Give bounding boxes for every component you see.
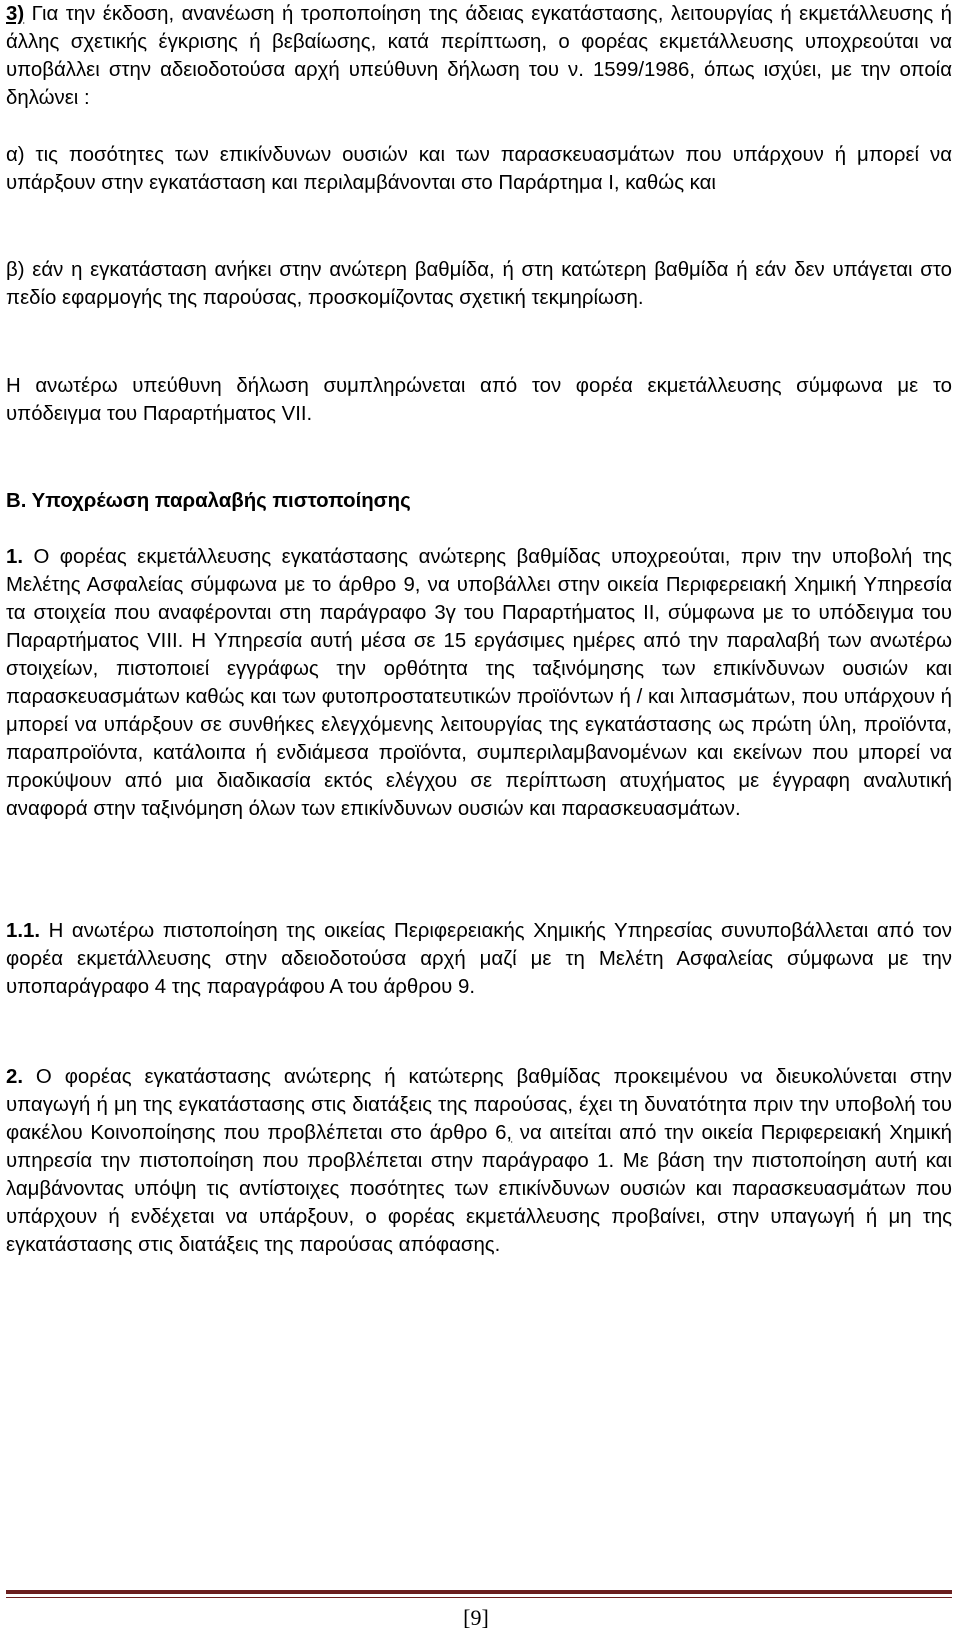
- underlined-comma: ,: [506, 1122, 513, 1144]
- point-text: Η ανωτέρω πιστοποίηση της οικείας Περιφερειακής Χημικής Υπηρεσίας συνυποβάλλεται από τον φορέα εκμετάλλευσης στην αδειοδοτούσα αρχή μαζί με τη Μελέτη Ασφαλείας σύμφωνα με την υποπαράγραφο 4 της παραγράφου Α του άρθρου 9.: [6, 920, 952, 998]
- paragraph-text: Για την έκδοση, ανανέωση ή τροποποίηση της άδειας εγκατάστασης, λειτουργίας ή εκμετάλλευσης ή άλλης σχετικής έγκρισης ή βεβαίωσης, κατά περίπτωση, ο φορέας εκμετάλλευσης υποχρεούται να υποβάλλει στην αδειοδοτούσα αρχή υπεύθυνη δήλωση του ν. 1599/1986, όπως ισχύει, με την οποία δηλώνει :: [6, 3, 952, 109]
- point-2-paragraph: [6, 1063, 952, 1259]
- paragraph-number: 3): [6, 3, 25, 25]
- point-text: Ο φορέας εκμετάλλευσης εγκατάστασης ανώτερης βαθμίδας υποχρεούται, πριν την υποβολή της Μελέτης Ασφαλείας σύμφωνα με το άρθρο 9, να υποβάλλει στην οικεία Περιφερειακή Χημική Υπηρεσία τα στοιχεία που αναφέρονται στη παράγραφο 3γ του Παραρτήματος ΙΙ, σύμφωνα με το υπόδειγμα του Παραρτήματος VIII. Η Υπηρεσία αυτή μέσα σε 15 εργάσιμες ημέρες από την παραλαβή των ανωτέρω στοιχείων, πιστοποιεί εγγράφως την ορθότητα της ταξινόμησης των επικίνδυνων ουσιών και παρασκευασμάτων καθώς και των φυτοπροστατευτικών προϊόντων ή / και λιπασμάτων, που υπάρχουν ή μπορεί να υπάρξουν σε συνθήκες ελεγχόμενης λειτουργίας της εγκατάστασης ως πρώτη ύλη, προϊόντα, παραπροϊόντα, κατάλοιπα ή ενδιάμεσα προϊόντα, συμπεριλαμβανομένων και εκείνων που μπορεί να προκύψουν από μια διαδικασία εκτός ελέγχου σε περίπτωση ατυχήματος με έγγραφη αναλυτική αναφορά στην ταξινόμηση όλων των επικίνδυνων ουσιών και παρασκευασμάτων.: [6, 546, 952, 820]
- list-item-a: α) τις ποσότητες των επικίνδυνων ουσιών και των παρασκευασμάτων που υπάρχουν ή μπορεί να υπάρξουν στην εγκατάσταση και περιλαμβάνονται στο Παράρτημα Ι, καθώς και: [6, 144, 952, 194]
- list-item-b: β) εάν η εγκατάσταση ανήκει στην ανώτερη βαθμίδα, ή στη κατώτερη βαθμίδα ή εάν δεν υπάγεται στο πεδίο εφαρμογής της παρούσας, προσκομίζοντας σχετική τεκμηρίωση.: [6, 259, 952, 309]
- paragraph-3-intro: [6, 0, 952, 112]
- point-text-after: να αιτείται από την οικεία Περιφερειακή Χημική υπηρεσία την πιστοποίηση που προβλέπεται στην παράγραφο 1. Με βάση την πιστοποίηση αυτή και λαμβάνοντας υπόψη τις αντίστοιχες ποσότητες των επικίνδυνων ουσιών και παρασκευασμάτων που υπάρχουν ή ενδέχεται να υπάρξουν, ο φορέας εκμετάλλευσης προβαίνει, στην υπαγωγή ή μη της εγκατάστασης στις διατάξεις της παρούσας απόφασης.: [6, 1122, 952, 1256]
- point-number: 1.1.: [6, 920, 41, 942]
- declaration-paragraph: Η ανωτέρω υπεύθυνη δήλωση συμπληρώνεται από τον φορέα εκμετάλλευσης σύμφωνα με το υπόδειγμα του Παραρτήματος VII.: [6, 375, 952, 425]
- point-1-paragraph: [6, 543, 952, 823]
- point-number: 2.: [6, 1066, 24, 1088]
- section-b-heading: Β. Υποχρέωση παραλαβής πιστοποίησης: [6, 490, 411, 512]
- footer-rule-thin: [6, 1597, 952, 1598]
- footer-rule-thick: [6, 1590, 952, 1594]
- point-1-1-paragraph: [6, 917, 952, 1001]
- point-number: 1.: [6, 546, 24, 568]
- page-number: [9]: [463, 1605, 489, 1630]
- point-text-before: Ο φορέας εγκατάστασης ανώτερης ή κατώτερης βαθμίδας προκειμένου να διευκολύνεται στην υπαγωγή ή μη της εγκατάστασης στις διατάξεις της παρούσας, έχει τη δυνατότητα πριν την υποβολή του φακέλου Κοινοποίησης που προβλέπεται στο άρθρο 6: [6, 1066, 952, 1144]
